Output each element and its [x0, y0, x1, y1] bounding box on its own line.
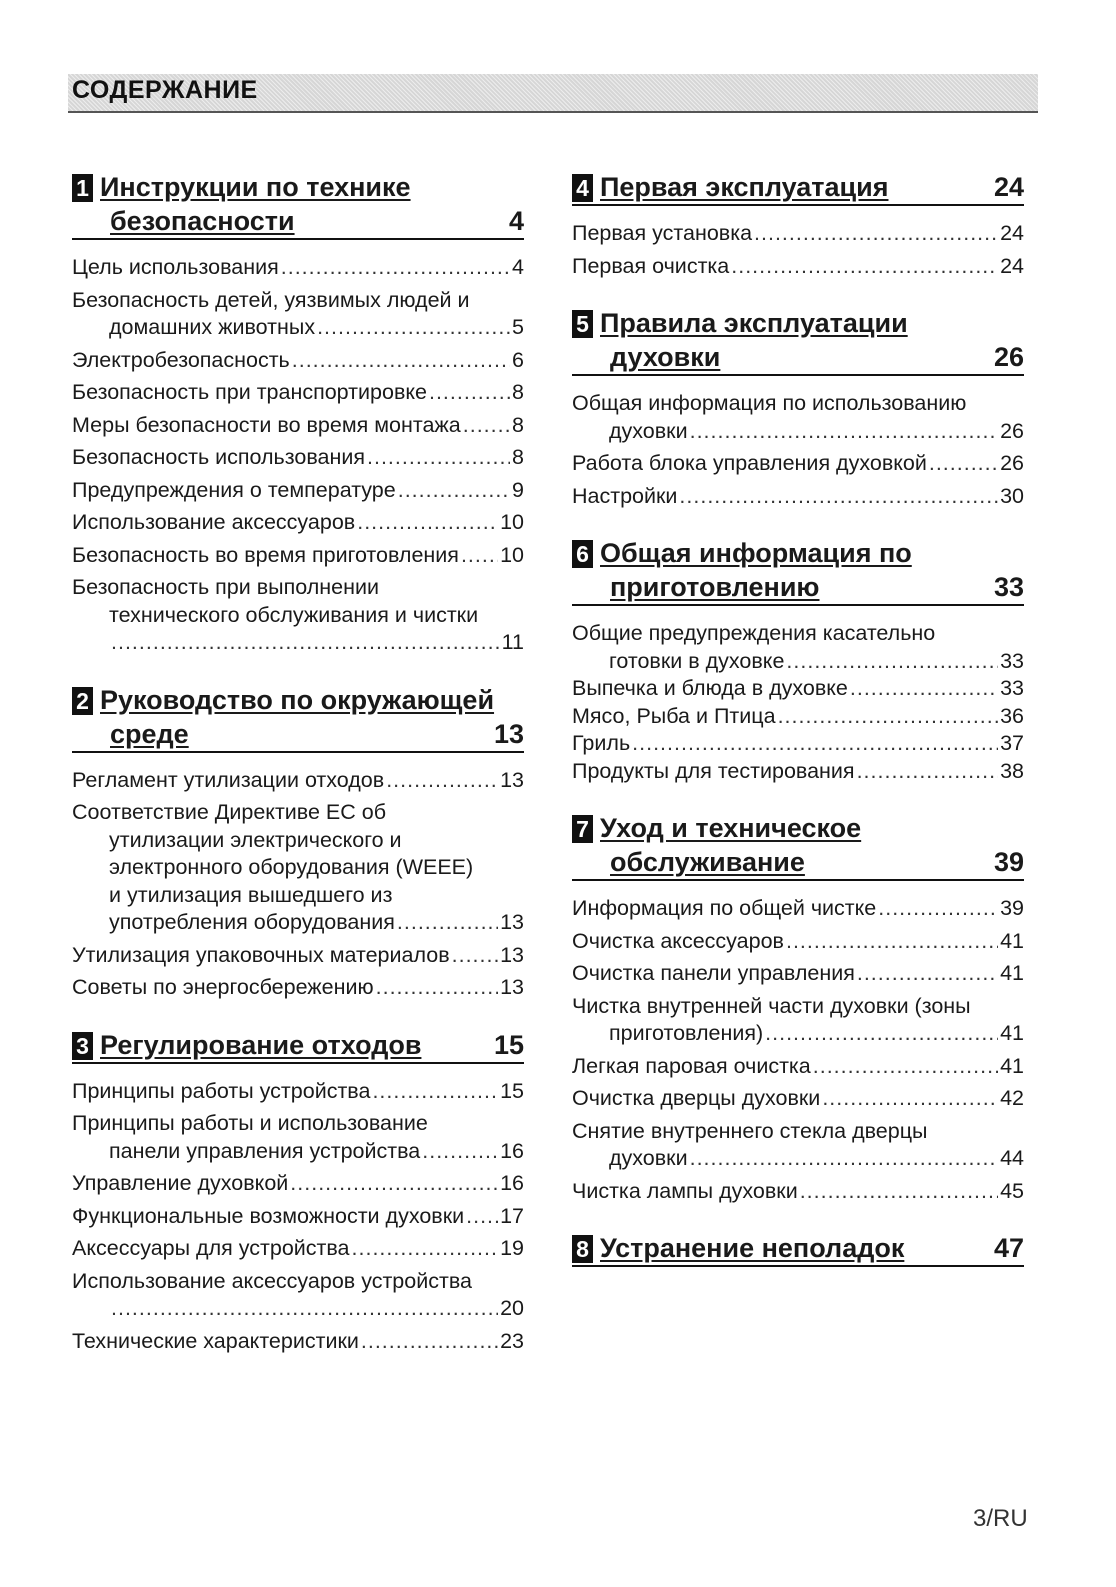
section-number-badge: 7 [572, 815, 593, 843]
entry-page: 37 [1000, 731, 1024, 755]
dot-leader [398, 477, 510, 505]
dot-leader [850, 675, 998, 703]
entry-page: 42 [1000, 1086, 1024, 1110]
section-title: Инструкции по технике [100, 172, 411, 202]
dot-leader [679, 483, 998, 511]
entry-page: 26 [1000, 418, 1024, 443]
entry-text: Безопасность при выполнении [72, 575, 379, 599]
entry-row [572, 895, 1024, 923]
section-title: Устранение неполадок [600, 1233, 905, 1263]
entry-row [72, 379, 524, 407]
section-title-line [600, 306, 1024, 340]
section-title-line [100, 204, 524, 238]
toc-column-left [72, 170, 524, 1381]
entry-row [572, 1053, 1024, 1081]
dot-leader [372, 1078, 498, 1106]
entry-text: Безопасность использования [72, 445, 365, 469]
entry-row [572, 758, 1024, 786]
toc-entry[interactable] [572, 703, 1024, 731]
dot-leader [422, 1138, 498, 1166]
entry-text: Снятие внутреннего стекла дверцы [572, 1118, 928, 1143]
entry-text: духовки [609, 1146, 688, 1170]
page-number: 3/RU [973, 1505, 1028, 1532]
entry-page: 33 [1000, 648, 1024, 673]
dot-leader [463, 412, 510, 440]
entry-page: 20 [500, 1296, 524, 1320]
entry-row [72, 1138, 524, 1166]
section-page: 47 [993, 1233, 1024, 1263]
page-title: СОДЕРЖАНИЕ [72, 76, 258, 104]
toc-entry[interactable] [572, 675, 1024, 703]
dot-leader [292, 347, 510, 375]
entry-text: Управление духовкой [72, 1171, 289, 1195]
dot-leader [765, 1020, 998, 1048]
section-title: Регулирование отходов [100, 1029, 422, 1060]
entry-row [572, 253, 1024, 281]
toc-entry[interactable] [572, 960, 1024, 988]
entry-row [72, 629, 524, 657]
dot-leader [690, 418, 998, 446]
dot-leader [786, 928, 998, 956]
toc-entry[interactable] [72, 1110, 524, 1165]
entry-text: утилизации электрического и [109, 827, 402, 852]
dot-leader [800, 1178, 998, 1206]
entry-row [572, 418, 1024, 446]
section-heading[interactable] [572, 536, 1024, 606]
entry-row [572, 1020, 1024, 1048]
section-heading[interactable] [572, 811, 1024, 881]
entry-row [72, 1235, 524, 1263]
entry-text: электронного оборудования (WEEE) [109, 855, 474, 879]
toc-entry[interactable] [572, 1118, 1024, 1173]
entry-row [572, 1145, 1024, 1173]
section-number-badge: 6 [572, 540, 593, 568]
section-title: Правила эксплуатации [600, 308, 908, 338]
section-title-line [100, 170, 524, 204]
entry-row [572, 1178, 1024, 1206]
entry-row [72, 1295, 524, 1323]
entry-page: 39 [1000, 896, 1024, 920]
section-page: 26 [993, 342, 1024, 372]
toc-entry[interactable] [572, 450, 1024, 478]
section-title: обслуживание [610, 847, 805, 877]
entry-text: Общая информация по использованию [572, 391, 967, 415]
section-heading[interactable] [72, 170, 524, 240]
section-number-badge: 4 [572, 174, 593, 202]
entry-row [72, 1170, 524, 1198]
section-page: 13 [493, 718, 524, 749]
dot-leader [466, 1203, 498, 1231]
section-title-line [100, 1028, 524, 1062]
entry-text: Аксессуары для устройства [72, 1236, 350, 1260]
section-heading[interactable] [572, 306, 1024, 376]
toc-entry[interactable] [572, 993, 1024, 1048]
entry-text: Безопасность детей, уязвимых людей и [72, 287, 470, 312]
toc-entry[interactable] [72, 287, 524, 342]
entry-page: 13 [500, 910, 524, 934]
section-title: Руководство по окружающей [100, 684, 495, 715]
entry-text: Цель использования [72, 255, 279, 279]
entry-text: Общие предупреждения касательно [572, 621, 936, 645]
entry-row [72, 942, 524, 970]
entry-text: Информация по общей чистке [572, 896, 877, 920]
section-heading[interactable] [72, 1028, 524, 1064]
entry-page: 11 [501, 630, 524, 654]
dot-leader [290, 1170, 498, 1198]
dot-leader [386, 767, 498, 795]
toc-entry[interactable] [72, 1170, 524, 1198]
section-title-line [600, 1231, 1024, 1265]
entry-text: Гриль [572, 731, 631, 755]
dot-leader [632, 730, 998, 758]
toc-entry[interactable] [72, 974, 524, 1002]
entry-text: Советы по энергосбережению [72, 975, 374, 999]
toc-entry[interactable] [72, 542, 524, 570]
entry-row [72, 1078, 524, 1106]
section-page: 15 [493, 1029, 524, 1060]
entry-page: 16 [500, 1171, 524, 1195]
toc-entry[interactable] [572, 1053, 1024, 1081]
entry-text: Очистка дверцы духовки [572, 1086, 821, 1110]
toc-entry[interactable] [72, 444, 524, 472]
toc-section [572, 811, 1024, 1205]
entry-text: Очистка аксессуаров [572, 928, 784, 953]
section-title: Уход и техническое [600, 813, 862, 843]
entry-text: Меры безопасности во время монтажа [72, 412, 461, 437]
entry-page: 8 [512, 445, 524, 469]
toc-entry[interactable] [72, 799, 524, 937]
section-page: 4 [508, 206, 524, 236]
entry-row [72, 1203, 524, 1231]
toc-entry[interactable] [72, 574, 524, 657]
section-title: духовки [610, 342, 721, 372]
entry-page: 13 [500, 975, 524, 999]
entry-page: 41 [1000, 928, 1024, 953]
toc-entry[interactable] [572, 253, 1024, 281]
toc-section [572, 170, 1024, 280]
entry-row [72, 412, 524, 440]
entry-page: 26 [1000, 451, 1024, 475]
toc-section [572, 536, 1024, 785]
toc-entry[interactable] [72, 1268, 524, 1323]
entry-text: Работа блока управления духовкой [572, 451, 927, 475]
entry-text: домашних животных [109, 315, 316, 339]
entry-text: Безопасность во время приготовления [72, 542, 459, 567]
toc-entry[interactable] [572, 1178, 1024, 1206]
toc-section [72, 170, 524, 657]
entry-page: 10 [500, 542, 524, 567]
dot-leader [352, 1235, 499, 1263]
dot-leader [376, 974, 498, 1002]
entry-text: Технические характеристики [72, 1328, 359, 1353]
section-number-badge: 3 [72, 1032, 93, 1060]
dot-leader [929, 450, 998, 478]
entry-row [572, 483, 1024, 511]
toc-entry[interactable] [72, 1078, 524, 1106]
toc-entry[interactable] [72, 1203, 524, 1231]
entry-text: Регламент утилизации отходов [72, 767, 385, 792]
entry-text: Электробезопасность [72, 347, 290, 372]
entry-row [72, 444, 524, 472]
section-heading[interactable] [72, 683, 524, 753]
section-number-badge: 8 [572, 1235, 593, 1263]
entry-text: Утилизация упаковочных материалов [72, 942, 450, 967]
toc-entry[interactable] [72, 1328, 524, 1356]
dot-leader [111, 1295, 498, 1323]
entry-row [572, 648, 1024, 676]
entry-row [72, 347, 524, 375]
section-page: 39 [993, 847, 1024, 877]
toc-section [72, 1028, 524, 1356]
entry-row [72, 477, 524, 505]
entry-row [572, 1085, 1024, 1113]
entry-row [572, 703, 1024, 731]
dot-leader [357, 509, 498, 537]
toc-entry[interactable] [572, 928, 1024, 956]
dot-leader [822, 1085, 998, 1113]
entry-row [572, 675, 1024, 703]
entry-text: Чистка внутренней части духовки (зоны [572, 993, 971, 1018]
entry-page: 24 [1000, 253, 1024, 278]
section-page: 33 [993, 572, 1024, 602]
entry-row [572, 960, 1024, 988]
entry-row [572, 730, 1024, 758]
entry-page: 8 [512, 412, 524, 437]
entry-page: 41 [1000, 961, 1024, 985]
toc-entry[interactable] [572, 483, 1024, 511]
dot-leader [281, 254, 510, 282]
entry-text: Легкая паровая очистка [572, 1053, 811, 1078]
entry-page: 45 [1000, 1178, 1024, 1203]
dot-leader [878, 895, 998, 923]
entry-page: 6 [512, 347, 524, 372]
dot-leader [690, 1145, 998, 1173]
entry-text: технического обслуживания и чистки [109, 602, 479, 627]
toc-entry[interactable] [572, 220, 1024, 248]
entry-page: 30 [1000, 483, 1024, 508]
toc-entry[interactable] [72, 254, 524, 282]
entry-page: 16 [500, 1138, 524, 1163]
section-title-line [600, 340, 1024, 374]
entry-text: Принципы работы и использование [72, 1111, 428, 1135]
section-heading[interactable] [572, 170, 1024, 206]
dot-leader [397, 909, 498, 937]
section-title-line [600, 536, 1024, 570]
dot-leader [367, 444, 510, 472]
entry-text: Соответствие Директиве ЕС об [72, 800, 387, 824]
entry-row [72, 542, 524, 570]
entry-page: 41 [1000, 1053, 1024, 1078]
entry-text: Функциональные возможности духовки [72, 1203, 465, 1228]
entry-text: Мясо, Рыба и Птица [572, 703, 776, 728]
section-number-badge: 5 [572, 310, 593, 338]
section-title: безопасности [110, 206, 295, 236]
entry-page: 15 [500, 1078, 524, 1103]
dot-leader [111, 629, 500, 657]
section-title: среде [110, 718, 189, 749]
entry-text: Выпечка и блюда в духовке [572, 676, 848, 700]
dot-leader [452, 942, 498, 970]
entry-page: 10 [500, 510, 524, 534]
entry-text: Использование аксессуаров устройства [72, 1268, 472, 1293]
entry-row [572, 928, 1024, 956]
toc-column-right [572, 170, 1024, 1293]
entry-row [72, 1328, 524, 1356]
toc-entry[interactable] [572, 390, 1024, 445]
entry-page: 13 [500, 942, 524, 967]
entry-text: Настройки [572, 483, 678, 508]
entry-text: и утилизация вышедшего из [109, 882, 393, 907]
entry-row [572, 450, 1024, 478]
section-title-line [600, 170, 1024, 204]
toc-entry[interactable] [72, 1235, 524, 1263]
entry-text: Использование аксессуаров [72, 510, 356, 534]
dot-leader [429, 379, 510, 407]
toc-entry[interactable] [572, 758, 1024, 786]
entry-text: употребления оборудования [109, 910, 395, 934]
entry-page: 24 [1000, 221, 1024, 245]
section-title-line [100, 717, 524, 751]
entry-text: готовки в духовке [609, 648, 785, 673]
entry-row [72, 509, 524, 537]
section-title-line [600, 845, 1024, 879]
toc-entry[interactable] [72, 412, 524, 440]
entry-page: 8 [512, 380, 524, 404]
toc-entry[interactable] [572, 730, 1024, 758]
section-title-line [600, 570, 1024, 604]
dot-leader [317, 314, 510, 342]
entry-row [72, 314, 524, 342]
dot-leader [461, 542, 498, 570]
entry-text: Чистка лампы духовки [572, 1178, 798, 1203]
toc-entry[interactable] [572, 1085, 1024, 1113]
section-title: приготовлению [610, 572, 820, 602]
entry-page: 4 [512, 255, 524, 279]
entry-row [72, 974, 524, 1002]
dot-leader [754, 220, 998, 248]
section-page: 24 [993, 172, 1024, 202]
entry-page: 41 [1000, 1021, 1024, 1045]
entry-page: 36 [1000, 703, 1024, 728]
entry-text: Безопасность при транспортировке [72, 380, 427, 404]
toc-entry[interactable] [72, 477, 524, 505]
toc-entry[interactable] [72, 347, 524, 375]
toc-entry[interactable] [72, 942, 524, 970]
toc-entry[interactable] [72, 767, 524, 795]
entry-row [72, 909, 524, 937]
toc-section [572, 306, 1024, 510]
section-heading[interactable] [572, 1231, 1024, 1267]
entry-page: 23 [500, 1328, 524, 1353]
section-number-badge: 1 [72, 174, 93, 202]
entry-page: 38 [1000, 758, 1024, 783]
dot-leader [813, 1053, 998, 1081]
entry-text: Первая очистка [572, 253, 730, 278]
entry-row [72, 254, 524, 282]
dot-leader [857, 960, 998, 988]
toc-section [72, 683, 524, 1002]
entry-page: 13 [500, 767, 524, 792]
entry-row [572, 220, 1024, 248]
entry-text: духовки [609, 418, 688, 443]
section-number-badge: 2 [72, 687, 93, 715]
dot-leader [361, 1328, 498, 1356]
entry-text: Первая установка [572, 221, 753, 245]
toc-entry[interactable] [572, 895, 1024, 923]
entry-page: 9 [512, 477, 524, 502]
entry-text: приготовления) [609, 1021, 764, 1045]
dot-leader [778, 703, 999, 731]
entry-row [72, 767, 524, 795]
section-title: Общая информация по [600, 538, 912, 568]
entry-page: 33 [1000, 676, 1024, 700]
section-title: Первая эксплуатация [600, 172, 889, 202]
entry-text: Принципы работы устройства [72, 1078, 371, 1103]
dot-leader [786, 648, 998, 676]
entry-page: 44 [1000, 1146, 1024, 1170]
entry-text: Предупреждения о температуре [72, 477, 396, 502]
dot-leader [731, 253, 998, 281]
contents-banner [68, 74, 1038, 113]
section-title-line [100, 683, 524, 717]
toc-section [572, 1231, 1024, 1267]
toc-entry[interactable] [72, 509, 524, 537]
toc-entry[interactable] [72, 379, 524, 407]
dot-leader [857, 758, 999, 786]
entry-text: Продукты для тестирования [572, 758, 855, 783]
entry-page: 5 [512, 315, 524, 339]
entry-page: 17 [500, 1203, 524, 1228]
entry-text: Очистка панели управления [572, 961, 855, 985]
toc-entry[interactable] [572, 620, 1024, 675]
section-title-line [600, 811, 1024, 845]
entry-text: панели управления устройства [109, 1138, 421, 1163]
entry-page: 19 [500, 1236, 524, 1260]
